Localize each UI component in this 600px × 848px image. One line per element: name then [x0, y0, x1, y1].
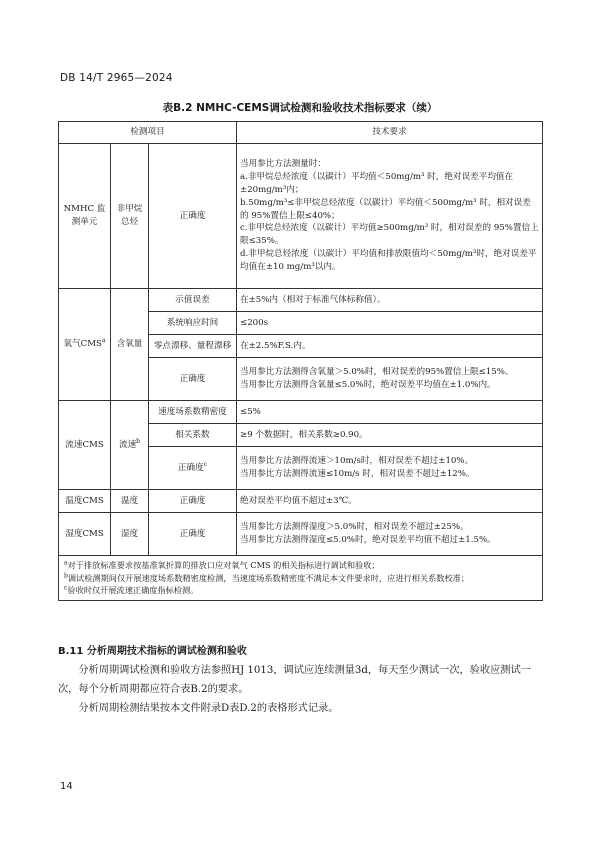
nmhc-line: c.非甲烷总烃浓度（以碳计）平均值≥500mg/m³ 时，相对误差的 95%置信上限≤35%。 [240, 223, 539, 247]
table-header-row [59, 122, 543, 144]
oxygen-unit: 氧气CMS$^a$ [59, 289, 111, 401]
footnote: $^b$调试检测期间仅开展速度场系数精密度检测，当速度场系数精密度不满足本文件要求时，应进行相关系数校准； [64, 571, 470, 583]
header-requirement: 技术要求 [237, 122, 543, 144]
table-row [59, 289, 543, 312]
oxygen-test: 零点漂移、量程漂移 [149, 335, 237, 358]
flow-req: 当用参比方法测得流速＞10m/s时，相对误差不超过±10%。 当用参比方法测得流速≤10m/s 时，相对误差不超过±12%。 [237, 447, 543, 490]
footnote: $^a$对于排放标准要求按基准氧折算的排放口应对氧气 CMS 的相关指标进行调试和验收； [64, 559, 380, 570]
flow-req: ≤5% [237, 401, 543, 424]
humid-sub: 湿度 [111, 513, 149, 556]
humid-req: 当用参比方法测得湿度＞5.0%时，相对误差不超过±25%。 当用参比方法测得湿度≤5.0%时，绝对误差平均值不超过±1.5%。 [237, 513, 543, 556]
temp-sub: 温度 [111, 490, 149, 513]
flow-sub: 流速$^b$ [111, 401, 149, 490]
spec-table [58, 121, 543, 601]
oxygen-sub: 含氧量 [111, 289, 149, 401]
oxygen-req: 在±2.5%F.S.内。 [237, 335, 543, 358]
oxygen-req: 在±5%内（相对于标准气体标称值）。 [237, 289, 543, 312]
nmhc-sub: 非甲烷总烃 [111, 144, 149, 289]
oxygen-req: 当用参比方法测得含氧量＞5.0%时，相对误差的95%置信上限≤15%。 当用参比方法测得含氧量≤5.0%时，绝对误差平均值在±1.0%内。 [237, 358, 543, 401]
table-notes [59, 556, 543, 601]
humid-test: 正确度 [149, 513, 237, 556]
nmhc-requirement [237, 144, 543, 289]
temp-test: 正确度 [149, 490, 237, 513]
table-row [59, 490, 543, 513]
section-paragraph: 分析周期调试检测和验收方法参照HJ 1013，调试应连续测量3d，每天至少测试一次，验收应测试一次，每个分析周期都应符合表B.2的要求。 [58, 665, 531, 695]
table-caption: 表B.2 NMHC-CEMS调试检测和验收技术指标要求（续） [162, 102, 438, 114]
nmhc-line: 当用参比方法测量时： [240, 158, 326, 169]
section-paragraph: 分析周期检测结果按本文件附录D表D.2的表格形式记录。 [78, 703, 339, 714]
flow-test: 相关系数 [149, 424, 237, 447]
temp-req: 绝对误差平均值不超过±3℃。 [237, 490, 543, 513]
table-row [59, 513, 543, 556]
temp-unit: 温度CMS [59, 490, 111, 513]
nmhc-line: d.非甲烷总烃浓度（以碳计）平均值和排放限值均＜50mg/m³时，绝对误差平均值在±10 mg/m³以内。 [240, 249, 537, 273]
oxygen-test: 正确度 [149, 358, 237, 401]
oxygen-req: ≤200s [237, 312, 543, 335]
table-row [59, 144, 543, 289]
flow-req: ≥9 个数据时，相关系数≥0.90。 [237, 424, 543, 447]
table-row [59, 401, 543, 424]
oxygen-test: 示值误差 [149, 289, 237, 312]
header-item: 检测项目 [59, 122, 237, 144]
oxygen-test: 系统响应时间 [149, 312, 237, 335]
nmhc-test: 正确度 [149, 144, 237, 289]
table-notes-row [59, 556, 543, 601]
nmhc-line: b.50mg/m³≤非甲烷总烃浓度（以碳计）平均值＜500mg/m³ 时，相对误差的 95%置信上限≤40%； [240, 197, 531, 221]
humid-unit: 湿度CMS [59, 513, 111, 556]
flow-test: 正确度$^c$ [149, 447, 237, 490]
footnote: $^c$验收时仅开展流速正确度指标检测。 [64, 584, 199, 596]
flow-unit: 流速CMS [59, 401, 111, 490]
nmhc-line: a.非甲烷总烃浓度（以碳计）平均值＜50mg/m³ 时，绝对误差平均值在±20mg/m³内； [240, 171, 514, 195]
section-heading: B.11 分析周期技术指标的调试检测和验收 [58, 646, 247, 657]
flow-test: 速度场系数精密度 [149, 401, 237, 424]
page-number: 14 [60, 781, 73, 792]
document-code: DB 14/T 2965—2024 [60, 72, 173, 84]
nmhc-unit: NMHC 监测单元 [59, 144, 111, 289]
